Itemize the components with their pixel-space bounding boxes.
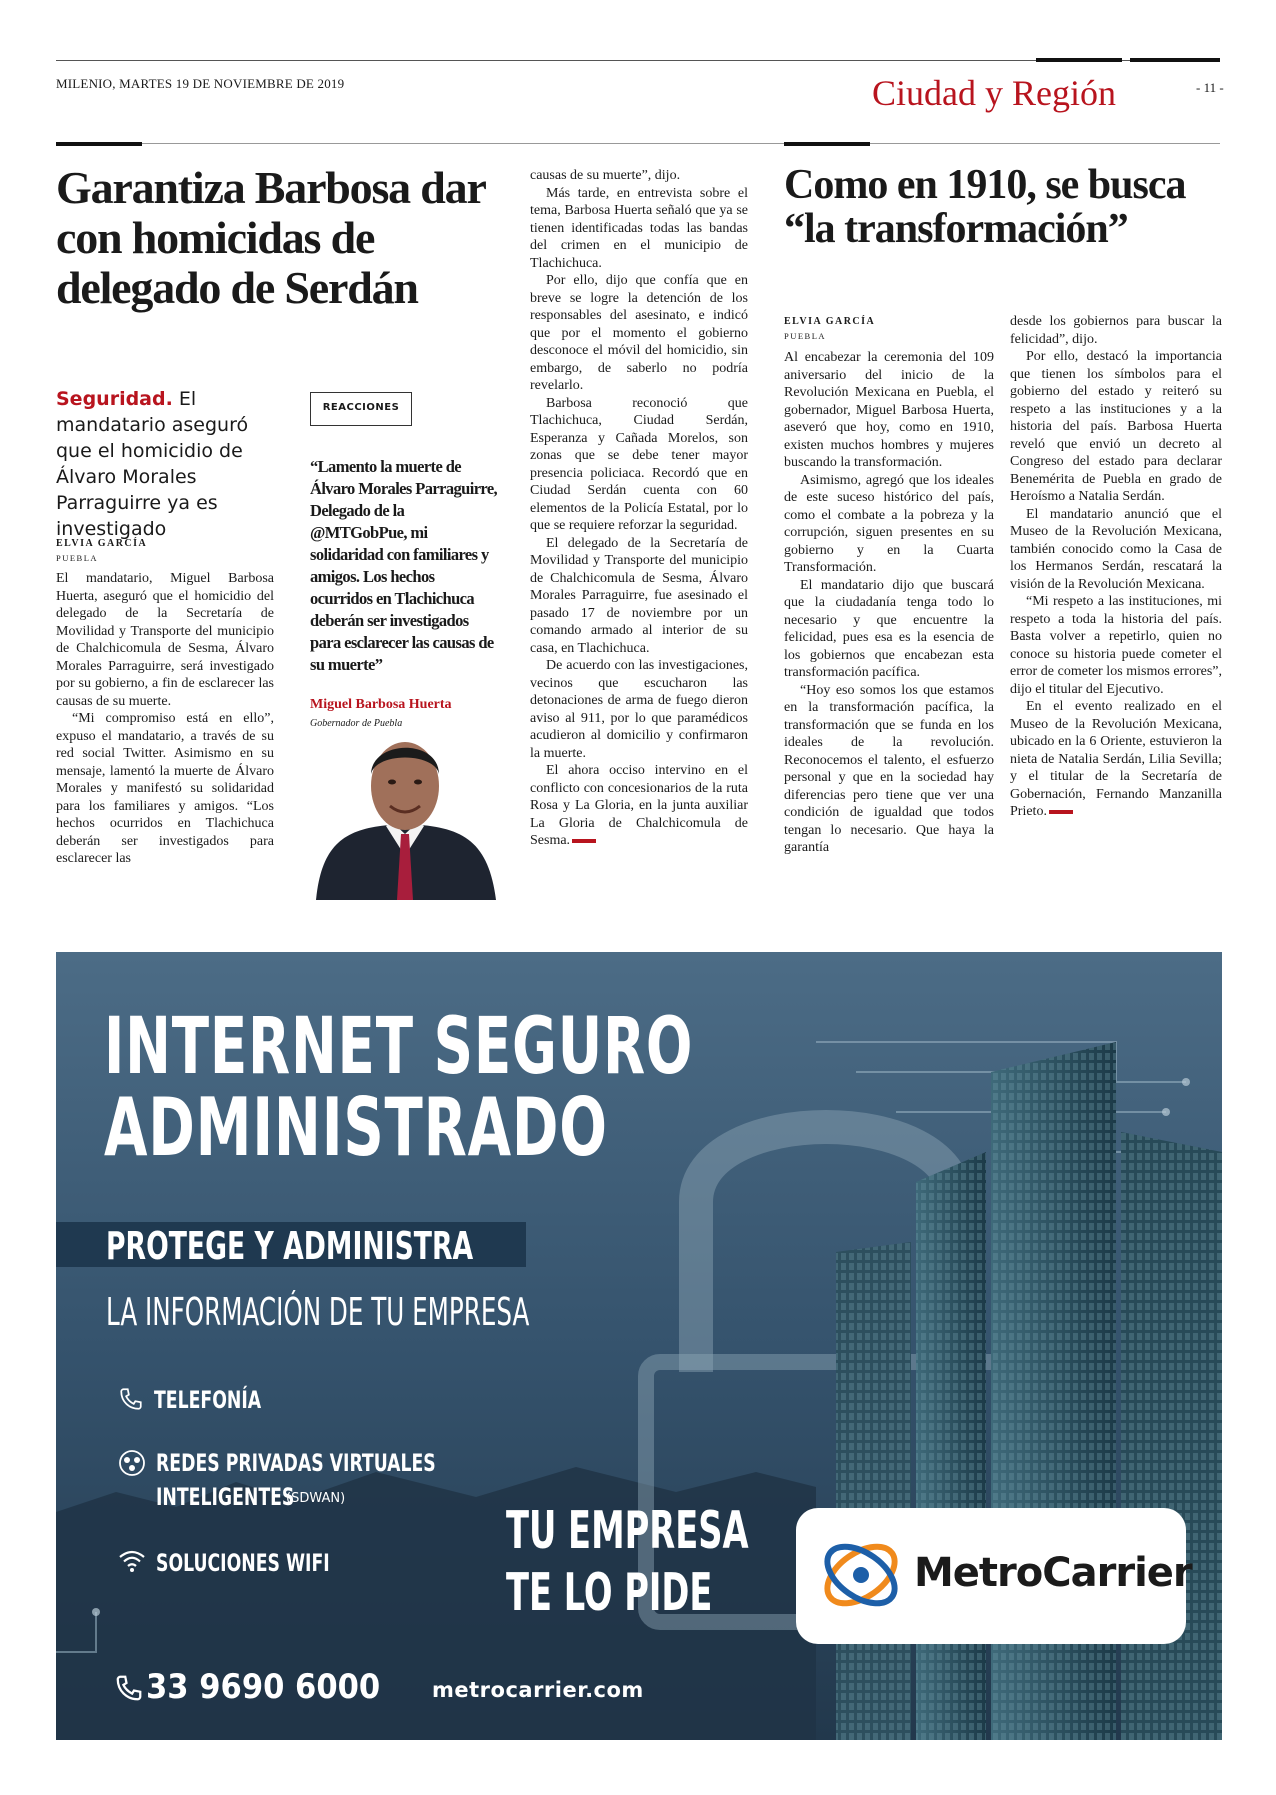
end-mark (572, 839, 596, 843)
service-label: REDES PRIVADAS VIRTUALES (156, 1449, 436, 1477)
paragraph: Asimismo, agregó que los ideales de este suceso histórico del país, como el combate a la pobreza y la corrupción, siguen presentes en su gobierno y en la Cuarta Transformación. (784, 472, 994, 575)
deck-tag: Seguridad. (56, 388, 173, 410)
header-accent-bar (1036, 58, 1122, 62)
metrocarrier-logo-icon (818, 1532, 904, 1618)
article1-city: PUEBLA (56, 553, 99, 563)
section-title: Ciudad y Región (872, 73, 1116, 113)
ad-headline-line1: INTERNET SEGURO (104, 1002, 694, 1092)
paragraph: El mandatario, Miguel Barbosa Huerta, aseguró que el homicidio del delegado de la Secretaría de Movilidad y Transporte del municipio de Chalchicomula de Sesma, Álvaro Morales Parraguirre, será investigado por su gobierno, a fin de esclarecer las causas de su muerte. (56, 571, 274, 709)
paragraph: “Hoy eso somos los que estamos en la transformación pacífica, la transformación que se funda en los ideales de la revolución. Reconocemos el talento, el esfuerzo personal y que en la sociedad hay diferencias pero tiene que ver una condición de igualdad que todos tengan lo necesario. Que haya la garantía (784, 682, 994, 855)
paragraph: Por ello, destacó la importancia que tienen los símbolos para el gobierno del estado y reiteró su respeto a las instituciones y a la historia del país. Barbosa Huerta reveló que envió un decreto al Congreso del estado para declarar Benemérita de Puebla en grado de Heroísmo a Natalia Serdán. (1010, 349, 1222, 504)
paragraph (1010, 698, 1222, 821)
dateline: MILENIO, MARTES 19 DE NOVIEMBRE DE 2019 (56, 76, 345, 91)
header-rule (56, 143, 1220, 144)
contact-phone[interactable] (114, 1667, 381, 1708)
metrocarrier-advertisement[interactable] (56, 952, 1222, 1740)
paragraph: “Mi respeto a las instituciones, mi respeto a toda la historia del país. Basta volver a repetirlo, quien no conoce su historia puede cometer el error de cometer los mismos errores”, dijo el titular del Ejecutivo. (1010, 594, 1222, 697)
paragraph-text: En el evento realizado en el Museo de la Revolución Mexicana, ubicado en la 6 Oriente, estuvieron la nieta de Natalia Serdán, Lilia Sevilla; y el titular de la Secretaría de Gobernación, Fernando Manzanilla Prieto. (1010, 699, 1222, 819)
paragraph: El mandatario dijo que buscará que la ciudadanía tenga todo lo necesario y que encuentre la felicidad, pues esa es la esencia de los gobiernos que encabezan esta transformación pacífica. (784, 577, 994, 680)
ad-subtitle: LA INFORMACIÓN DE TU EMPRESA (106, 1290, 530, 1334)
bubble-tail (774, 1592, 814, 1632)
article1-byline: ELVIA GARCÍA (56, 538, 148, 549)
quote-author: Miguel Barbosa Huerta (310, 697, 452, 712)
reaction-quote: “Lamento la muerte de Álvaro Morales Parraguirre, Delegado de la @MTGobPue, mi solidaridad con familiares y amigos. Los hechos ocurridos en Tlachichuca deberán ser investigados para esclarecer las causas de su muerte” (310, 457, 498, 674)
brand-name: MetroCarrier (914, 1550, 1192, 1596)
kicker-bar (784, 142, 870, 146)
service-note: (SDWAN) (286, 1491, 346, 1506)
header-accent-bar (1130, 58, 1220, 62)
article1-deck (56, 386, 286, 542)
paragraph (530, 762, 748, 850)
page-number: - 11 - (1196, 80, 1224, 95)
article2-column-1 (784, 349, 994, 857)
service-label: TELEFONÍA (154, 1386, 262, 1414)
article1-headline: Garantiza Barbosa dar con homicidas de delegado de Serdán (56, 162, 485, 313)
quote-author-role: Gobernador de Puebla (310, 718, 403, 729)
article2-headline: Como en 1910, se busca “la transformación” (784, 162, 1186, 252)
phone-number: 33 9690 6000 (146, 1667, 381, 1707)
article1-column-1 (56, 570, 274, 868)
website-link[interactable]: metrocarrier.com (432, 1678, 644, 1702)
reactions-label: REACCIONES (322, 402, 400, 413)
portrait-photo (310, 730, 500, 900)
service-redes (118, 1449, 436, 1511)
phone-icon (118, 1386, 144, 1412)
wifi-icon (118, 1549, 146, 1573)
service-label-2: INTELIGENTES (156, 1483, 295, 1511)
service-label: SOLUCIONES WIFI (156, 1549, 330, 1577)
paragraph: Más tarde, en entrevista sobre el tema, Barbosa Huerta señaló que ya se tienen identificadas todas las bandas del crimen en el municipio de Tlachichuca. (530, 185, 748, 271)
deck-text: El mandatario aseguró que el homicidio de Álvaro Morales Parraguirre ya es investigado (56, 388, 249, 540)
slogan-line1: TU EMPRESA (506, 1501, 749, 1561)
end-mark (1049, 810, 1073, 814)
ad-headline-line2: ADMINISTRADO (104, 1081, 608, 1174)
paragraph: De acuerdo con las investigaciones, vecinos que escucharon las detonaciones de arma de fuego dieron aviso al 911, por lo que paramédicos acudieron al domicilio y confirmaron la muerte. (530, 658, 748, 761)
paragraph: Al encabezar la ceremonia del 109 aniversario del inicio de la Revolución Mexicana en Puebla, el gobernador, Miguel Barbosa Huerta, aseveró que hoy, como en 1910, existen muchos hombres y mujeres buscando la transformación. (784, 350, 994, 470)
paragraph: El mandatario anunció que el Museo de la Revolución Mexicana, también conocido como la Casa de los Hermanos Serdán, rescatará la visión de la Revolución Mexicana. (1010, 506, 1222, 592)
paragraph: Barbosa reconoció que Tlachichuca, Ciudad Serdán, Esperanza y Cañada Morelos, son zonas que se debe tener mayor presencia policiaca. Recordó que en Ciudad Serdán cuenta con 60 elementos de la Policía Estatal, por lo que se requiere reforzar la seguridad. (530, 395, 748, 533)
paragraph-text: El ahora occiso intervino en el conflicto con concesionarios de la ruta Rosa y La Gloria, en la junta auxiliar La Gloria de Chalchicomula de Sesma. (530, 763, 748, 848)
network-icon (118, 1449, 146, 1477)
ad-banner-text: PROTEGE Y ADMINISTRA (106, 1224, 474, 1268)
article2-city: PUEBLA (784, 331, 827, 341)
paragraph: “Mi compromiso está en ello”, expuso el mandatario, a través de su red social Twitter. Asimismo en su mensaje, lamentó la muerte de Álvaro Morales y manifestó su solidaridad para los familiares y amigos. “Los hechos ocurridos en Tlachichuca deberán ser investigados para esclarecer las (56, 711, 274, 866)
service-wifi (118, 1549, 330, 1578)
paragraph: El delegado de la Secretaría de Movilidad y Transporte del municipio de Chalchicomula de Sesma, Álvaro Morales Parraguirre, fue asesinado el pasado 17 de noviembre por un comando armado al interior de su casa, en Tlachichuca. (530, 535, 748, 656)
paragraph: causas de su muerte”, dijo. (530, 168, 681, 183)
paragraph: desde los gobiernos para buscar la felicidad”, dijo. (1010, 314, 1222, 347)
article1-column-2 (530, 167, 748, 850)
kicker-bar (56, 142, 142, 146)
service-telefonia (118, 1386, 262, 1417)
article2-byline: ELVIA GARCÍA (784, 316, 876, 327)
article2-column-2 (1010, 313, 1222, 821)
slogan-line2: TE LO PIDE (506, 1563, 713, 1623)
phone-icon (114, 1673, 144, 1703)
paragraph: Por ello, dijo que confía que en breve se logre la detención de los responsables del asesinato, e indicó que por el momento el gobierno desconoce el móvil del homicidio, sin embargo, de saberlo no podría revelarlo. (530, 273, 748, 393)
